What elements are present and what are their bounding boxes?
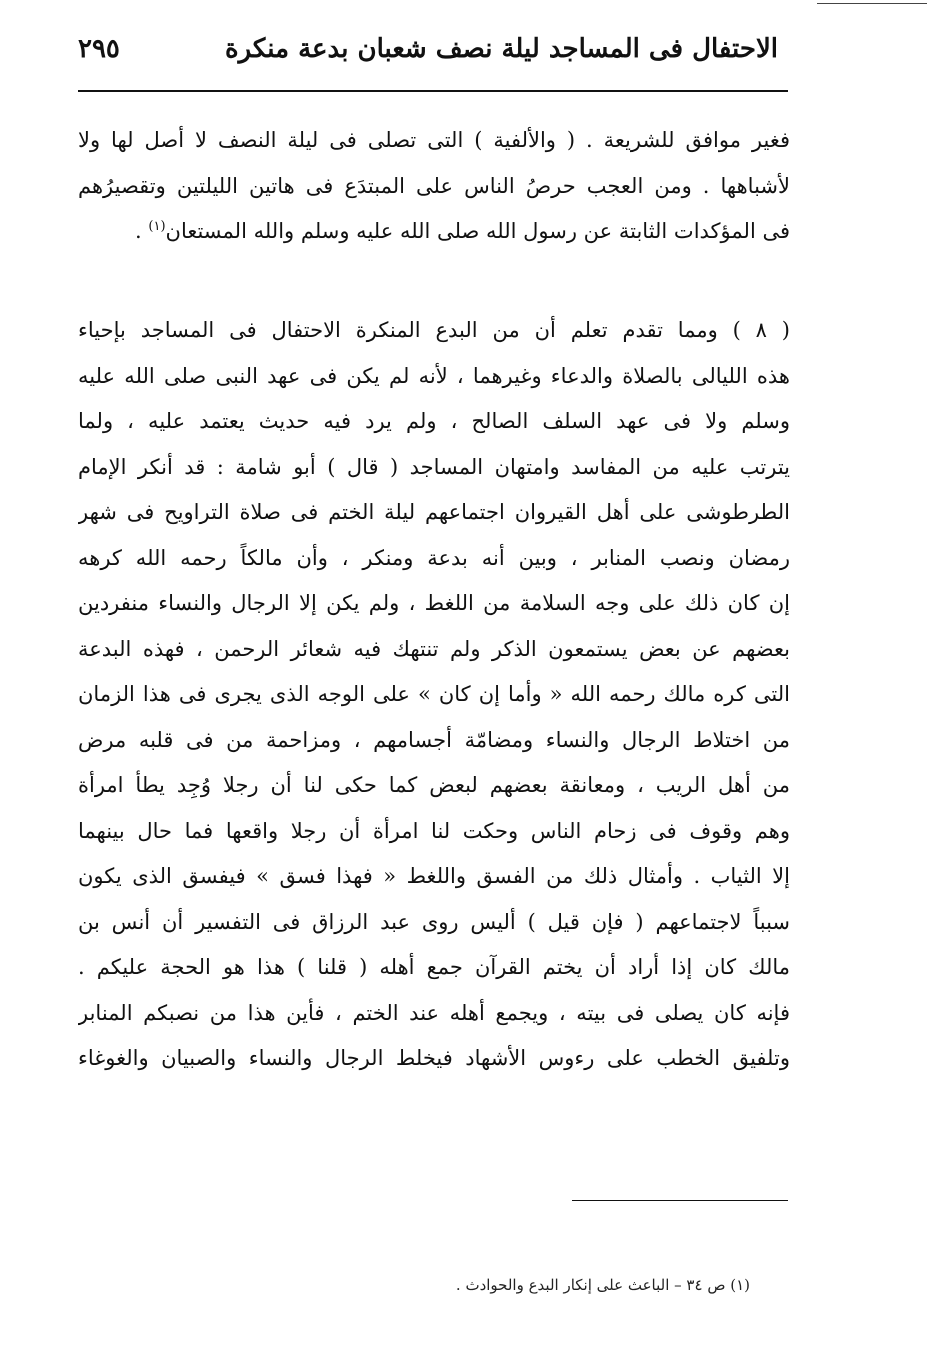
text-line: فغير موافق للشريعة . ( والألفية ) التى تصلى فى ليلة النصف لا أصل لها ولا <box>78 128 790 152</box>
text-line: الطرطوشى على أهل القيروان اجتماعهم ليلة الختم فى صلاة التراويح فى شهر <box>78 500 790 524</box>
text-line: ( ٨ ) ومما تقدم تعلم أن من البدع المنكرة الاحتفال فى المساجد بإحياء <box>78 318 790 342</box>
text-line: إلا الثياب . وأمثال ذلك من الفسق واللغط « فهذا فسق » فيفسق الذى يكون <box>78 864 790 888</box>
text-line: رمضان ونصب المنابر ، وبين أنه بدعة ومنكر ، وأن مالكاً رحمه الله كرهه <box>78 545 790 570</box>
paragraph-2 <box>78 308 790 1082</box>
header-rule <box>78 90 788 92</box>
text-line: بعضهم عن بعض يستمعون الذكر ولم تنتهك فيه شعائر الرحمن ، فهذه البدعة <box>78 636 790 661</box>
text-line: لأشباهها . ومن العجب حرصُ الناس على المبتدَع فى هاتين الليلتين وتقصيرُهم <box>78 173 790 198</box>
text-line: إن كان ذلك على وجه السلامة من اللغط ، ولم يكن إلا الرجال والنساء منفردين <box>78 591 790 615</box>
page-number: ٢٩٥ <box>78 34 120 64</box>
text-line: فإنه كان يصلى فى بيته ، ويجمع أهله عند الختم ، فأين هذا من نصبكم المنابر <box>78 1000 790 1025</box>
running-header <box>78 22 778 78</box>
text-line-last <box>78 209 790 255</box>
text-line: هذه الليالى بالصلاة والدعاء وغيرهما ، لأنه لم يكن فى عهد النبى صلى الله عليه <box>78 363 790 388</box>
text-line: من اختلاط الرجال والنساء ومضامّة أجسامهم ، ومزاحمة من فى قلبه مرض <box>78 727 790 752</box>
text-line: سبباً لاجتماعهم ( فإن قيل ) أليس روى عبد الرزاق فى التفسير أن أنس بن <box>78 909 790 934</box>
text-line: من أهل الريب ، ومعانقة بعضهم لبعض كما حكى لنا أن رجلا وُجِد يطأ امرأة <box>78 773 790 797</box>
text-line: يترتب عليه من المفاسد وامتهان المساجد ( قال ) أبو شامة : قد أنكر الإمام <box>78 454 790 479</box>
text-line: وسلم ولا فى عهد السلف الصالح ، ولم يرد فيه حديث يعتمد عليه ، ولما <box>78 409 790 433</box>
text-line: التى كره مالك رحمه الله « وأما إن كان » على الوجه الذى يجرى فى هذا الزمان <box>78 682 790 706</box>
text-line-end: . <box>135 219 149 243</box>
footnote-reference[interactable]: (١) <box>148 219 166 234</box>
paragraph-1 <box>78 118 790 255</box>
header-title: الاحتفال فى المساجد ليلة نصف شعبان بدعة منكرة <box>224 34 778 64</box>
footnote <box>78 1276 790 1294</box>
text-line-content: فى المؤكدات الثابتة عن رسول الله صلى الله عليه وسلم والله المستعان <box>165 219 790 243</box>
text-line: وهم وقوف فى زحام الناس وحكت لنا امرأة أن رجلا واقعها فما حال بينهما <box>78 818 790 843</box>
text-line: وتلفيق الخطب على رءوس الأشهاد فيخلط الرجال والنساء والصبيان والغوغاء <box>78 1046 790 1070</box>
footnote-text: (١) ص ٣٤ – الباعث على إنكار البدع والحوادث . <box>455 1276 750 1294</box>
corner-mark <box>817 3 927 4</box>
footnote-rule <box>572 1200 788 1201</box>
text-line: مالك كان إذا أراد أن يختم القرآن جمع أهله ( قلنا ) هذا هو الحجة عليكم . <box>78 955 790 979</box>
